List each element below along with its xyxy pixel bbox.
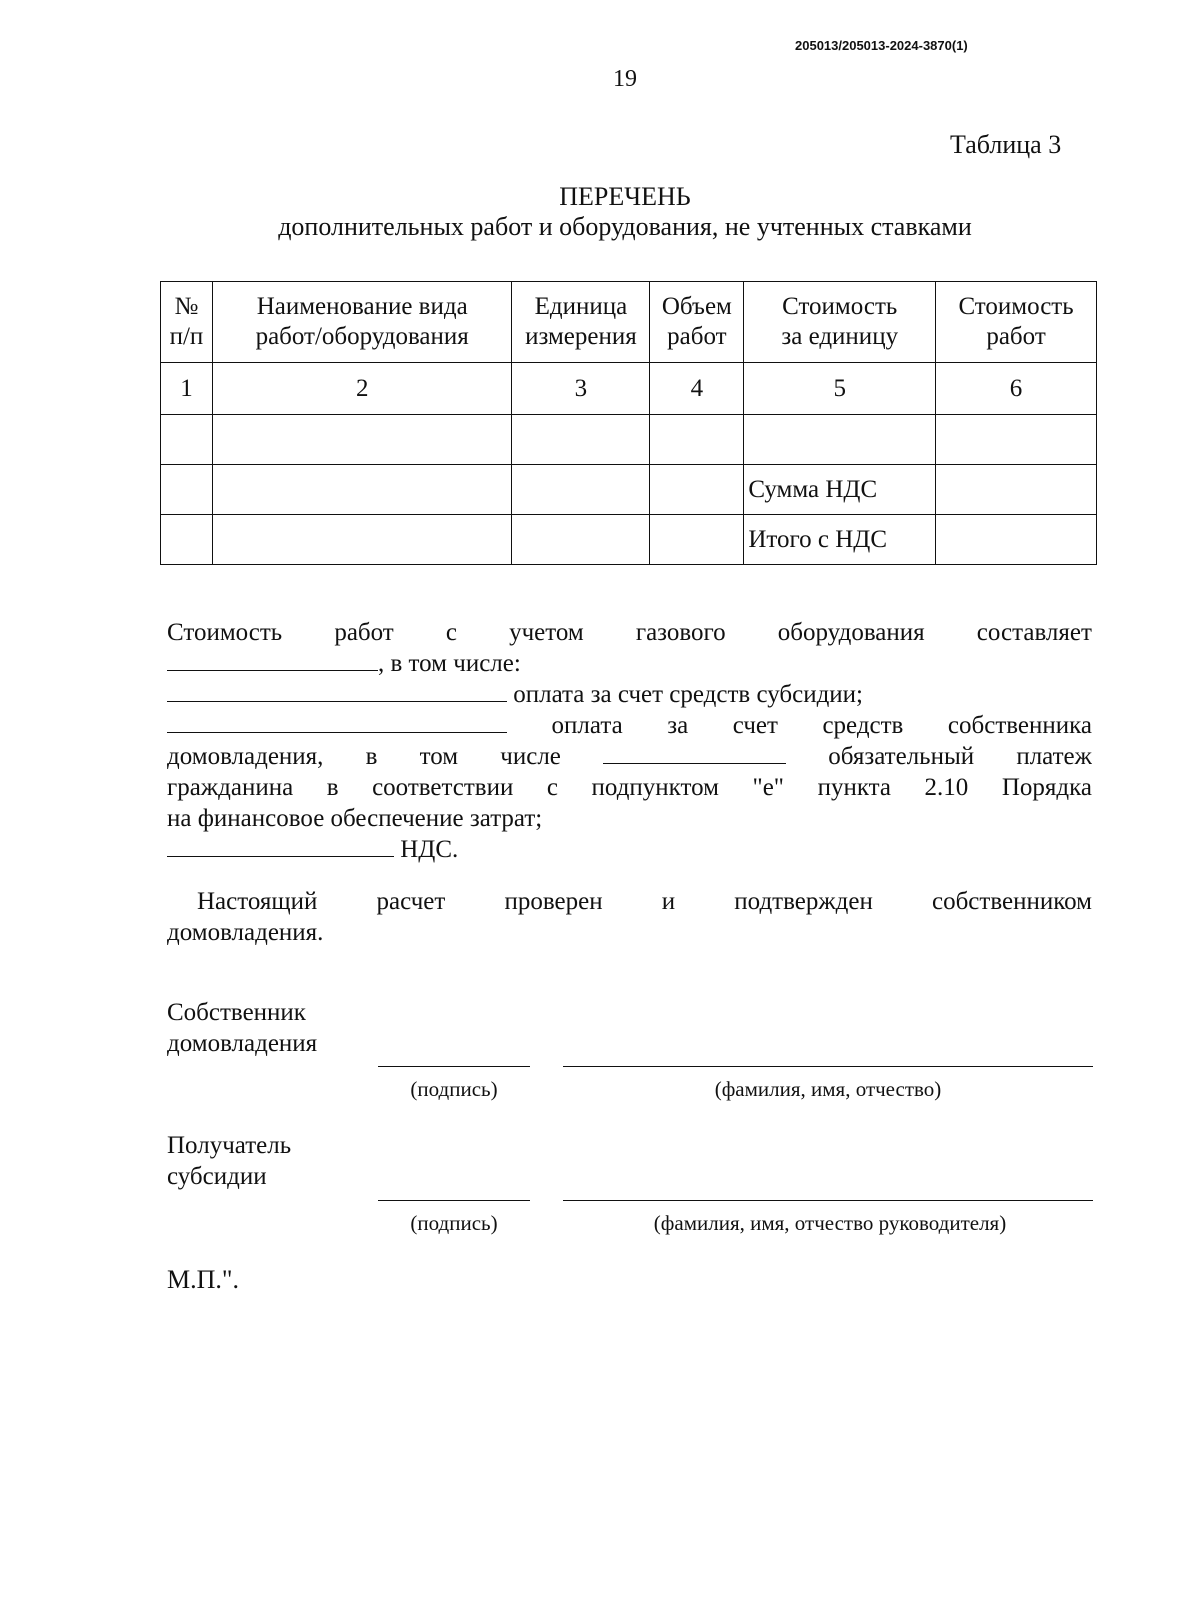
subsidy-amount-blank[interactable] bbox=[167, 679, 507, 702]
table-cell[interactable] bbox=[212, 465, 512, 515]
recipient-label: Получатель субсидии bbox=[167, 1132, 292, 1190]
header-cell: Единица измерения bbox=[512, 282, 650, 363]
column-number: 3 bbox=[512, 363, 650, 415]
owner-name-caption: (фамилия, имя, отчество) bbox=[714, 1077, 942, 1101]
total-row bbox=[161, 515, 1097, 565]
document-subtitle: дополнительных работ и оборудования, не учтенных ставками bbox=[278, 212, 972, 241]
stamp-place: М.П.". bbox=[167, 1265, 240, 1294]
cost-line-3: оплата за счет средств субсидии; bbox=[167, 679, 1092, 710]
table-cell[interactable] bbox=[212, 415, 512, 465]
table-cell[interactable] bbox=[650, 515, 744, 565]
table-row bbox=[161, 415, 1097, 465]
recipient-signature-caption: (подпись) bbox=[410, 1211, 498, 1235]
recipient-name-line[interactable] bbox=[563, 1200, 1093, 1201]
cost-line-7: на финансовое обеспечение затрат; bbox=[167, 805, 543, 832]
cost-line-8: НДС. bbox=[167, 834, 1092, 865]
column-number: 4 bbox=[650, 363, 744, 415]
confirmation-paragraph bbox=[167, 886, 1092, 948]
header-cell: Стоимость работ bbox=[936, 282, 1097, 363]
vat-label: Сумма НДС bbox=[744, 465, 936, 515]
cost-line-5: домовладения, в том числе обязательный платеж bbox=[167, 743, 1092, 770]
table-cell[interactable] bbox=[512, 515, 650, 565]
recipient-signature-line[interactable] bbox=[378, 1200, 530, 1201]
vat-row bbox=[161, 465, 1097, 515]
owner-signature-caption: (подпись) bbox=[410, 1077, 498, 1101]
column-number: 2 bbox=[212, 363, 512, 415]
page-number: 19 bbox=[613, 66, 637, 92]
column-number: 6 bbox=[936, 363, 1097, 415]
owner-signature-line[interactable] bbox=[378, 1066, 530, 1067]
table-cell[interactable] bbox=[512, 415, 650, 465]
table-cell[interactable] bbox=[650, 415, 744, 465]
total-label: Итого с НДС bbox=[744, 515, 936, 565]
owner-name-line[interactable] bbox=[563, 1066, 1093, 1067]
recipient-name-caption: (фамилия, имя, отчество руководителя) bbox=[653, 1211, 1007, 1235]
table-cell[interactable] bbox=[161, 465, 213, 515]
cost-line-1: Стоимость работ с учетом газового оборудования составляет bbox=[167, 619, 1092, 646]
document-id: 205013/205013-2024-3870(1) bbox=[795, 38, 968, 53]
table-cell[interactable] bbox=[936, 415, 1097, 465]
table-cell[interactable] bbox=[744, 415, 936, 465]
table-header-row bbox=[161, 282, 1097, 363]
table-cell[interactable] bbox=[650, 465, 744, 515]
header-cell: № п/п bbox=[161, 282, 213, 363]
total-value-cell[interactable] bbox=[936, 515, 1097, 565]
cost-line-2: , в том числе: bbox=[167, 648, 1092, 679]
cost-line-6: гражданина в соответствии с подпунктом "е" пункта 2.10 Порядка bbox=[167, 774, 1092, 801]
vat-value-cell[interactable] bbox=[936, 465, 1097, 515]
works-table bbox=[160, 281, 1097, 565]
table-number: Таблица 3 bbox=[950, 130, 1062, 159]
total-cost-blank[interactable] bbox=[167, 648, 378, 671]
mandatory-payment-blank[interactable] bbox=[603, 741, 786, 764]
document-title: ПЕРЕЧЕНЬ bbox=[559, 182, 691, 211]
header-cell: Стоимость за единицу bbox=[744, 282, 936, 363]
cost-line-4: оплата за счет средств собственника bbox=[167, 710, 1092, 741]
header-cell: Наименование вида работ/оборудования bbox=[212, 282, 512, 363]
table-cell[interactable] bbox=[161, 515, 213, 565]
confirmation-line-1: Настоящий расчет проверен и подтвержден собственником bbox=[197, 888, 1092, 915]
header-cell: Объем работ bbox=[650, 282, 744, 363]
column-number: 5 bbox=[744, 363, 936, 415]
table-cell[interactable] bbox=[161, 415, 213, 465]
column-number-row bbox=[161, 363, 1097, 415]
table-cell[interactable] bbox=[212, 515, 512, 565]
table-cell[interactable] bbox=[512, 465, 650, 515]
column-number: 1 bbox=[161, 363, 213, 415]
confirmation-line-2: домовладения. bbox=[167, 919, 324, 946]
cost-paragraph bbox=[167, 617, 1092, 865]
owner-label: Собственник домовладения bbox=[167, 999, 318, 1057]
vat-amount-blank[interactable] bbox=[167, 834, 394, 857]
owner-payment-blank[interactable] bbox=[167, 710, 507, 733]
